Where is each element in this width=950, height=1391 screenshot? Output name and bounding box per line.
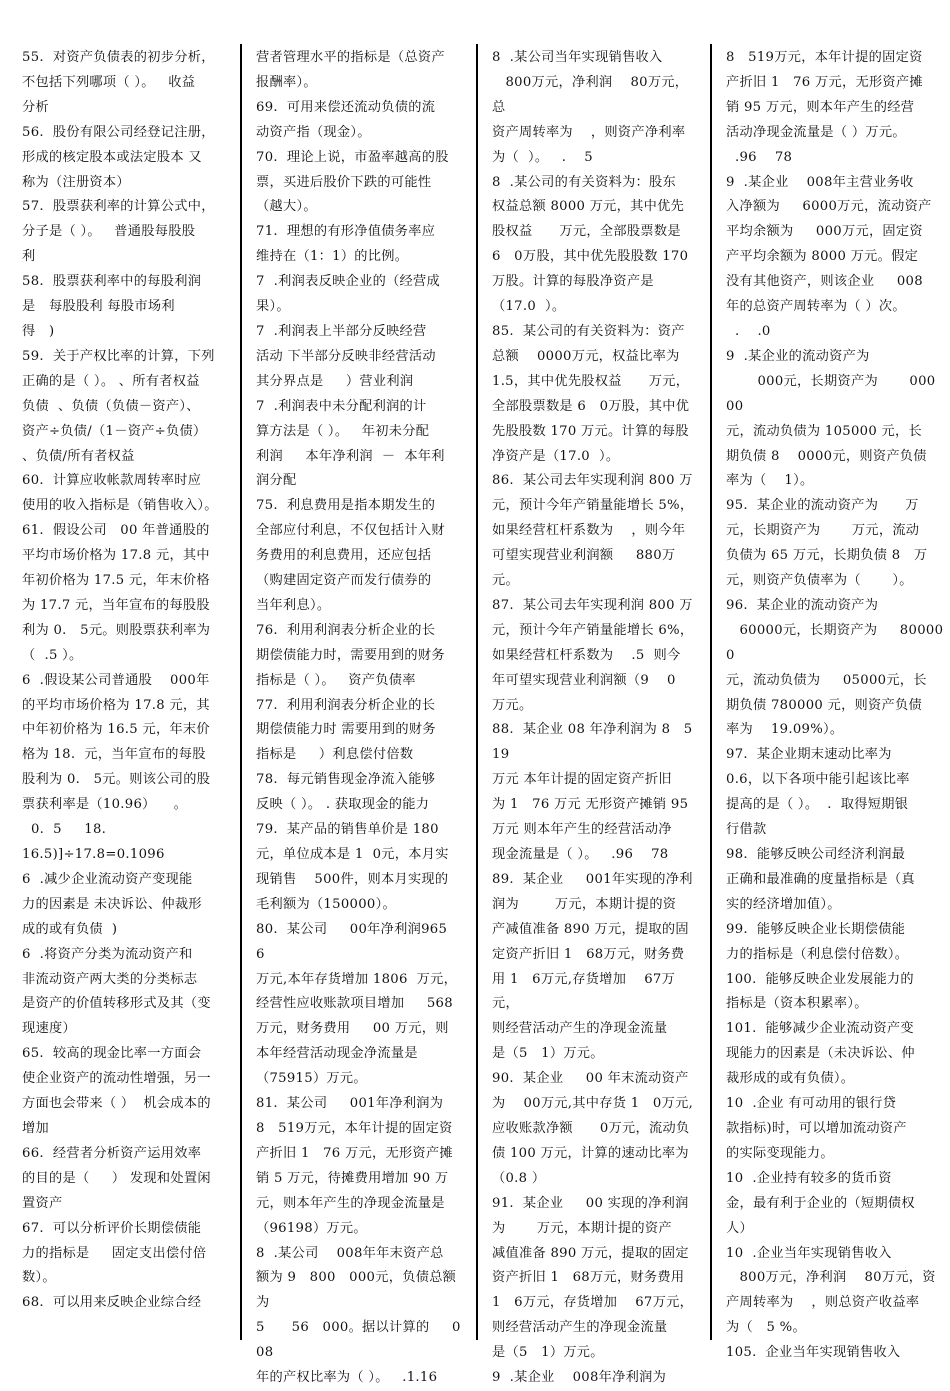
text-line: 力的指标是（利息偿付倍数）。 [726, 946, 909, 962]
text-line: 正确和最准确的度量指标是（真 [726, 871, 915, 887]
text-line: 毛利额为（150000）。 [256, 896, 396, 912]
text-line: 则经营活动产生的净现金流量 [492, 1320, 668, 1336]
text-line: 69. 可用来偿还流动负债的流 [256, 99, 436, 115]
text-line: 79. 某产品的销售单价是 180 [256, 822, 439, 838]
text-line: 96. 某企业的流动资产为 [726, 597, 879, 613]
text-line: （96198）万元。 [256, 1220, 367, 1236]
text-line: 总额 0000万元，权益比率为 [492, 348, 680, 364]
text-line: 年初价格为 17.5 元，年末价格 [22, 573, 210, 589]
text-line: 56. 股份有限公司经登记注册， [22, 124, 215, 140]
text-line: 58. 股票获利率中的每股利润 [22, 274, 202, 290]
text-line: 91. 某企业 00 实现的净利润 [492, 1195, 689, 1211]
text-line: 元，则资产负债率为（ ）。 [726, 573, 913, 589]
text-line: 8 .某公司当年实现销售收入 [492, 50, 663, 65]
text-line: 称为（注册资本） [22, 174, 130, 190]
text-line: 利润 本年净利润 － 本年利 [256, 448, 445, 464]
text-line: 经营性应收账款项目增加 568 [256, 996, 453, 1012]
text-line: 元，预计今年产销量能增长 5%， [492, 498, 694, 514]
text-line: 没有其他资产，则该企业 008 [726, 274, 923, 290]
text-line: 7 .利润表中未分配利润的计 [256, 398, 427, 414]
text-line: 产折旧 1 76 万元，无形资产摊 [256, 1145, 453, 1161]
text-line: 为 17.7 元，当年宣布的每股股 [22, 597, 210, 613]
text-line: 为（ 5 %。 [726, 1320, 806, 1336]
text-line: 形成的核定股本或法定股本 又 [22, 149, 202, 165]
text-line: 应收账款净额 0万元，流动负 [492, 1120, 690, 1136]
text-line: 力的指标是 固定支出偿付倍 [22, 1245, 207, 1261]
text-line: 算方法是（ ）。 年初未分配 [256, 423, 430, 439]
text-line: 是 每股股利 每股市场利 [22, 299, 175, 315]
text-line: 元，流动负债为 105000 元，长 [726, 423, 922, 439]
text-line: 元，则本年产生的净现金流量是 [256, 1195, 445, 1211]
text-line: 期偿债能力时，需要用到的财务 [256, 647, 445, 663]
text-line: 61. 假设公司 00 年普通股的 [22, 523, 210, 539]
text-line: 润为 万元，本期计提的资 [492, 896, 677, 912]
text-line: 7 .利润表反映企业的（经营成 [256, 274, 441, 290]
text-line: 指标是 ）利息偿付倍数 [256, 747, 414, 763]
text-line: 增加 [22, 1120, 49, 1136]
text-line: 销 5 万元，待摊费用增加 90 万 [256, 1170, 449, 1186]
text-line: 800万元，净利润 80万元，资 [726, 1270, 936, 1286]
text-line: 现能力的因素是（未决诉讼、仲 [726, 1046, 915, 1062]
text-line: 报酬率）。 [256, 74, 317, 90]
text-line: 利 [22, 249, 36, 265]
text-line: 率为 19.09%）。 [726, 722, 844, 738]
text-line: 净资产是（17.0 ）。 [492, 448, 620, 464]
text-line: （越大）。 [256, 199, 317, 215]
text-line: 100. 能够反映企业发展能力的 [726, 971, 914, 987]
text-line: 分析 [22, 99, 49, 115]
text-line: 力的因素是 未决诉讼、仲裁形 [22, 896, 202, 912]
text-line: 平均余额为 000万元，固定资 [726, 224, 923, 240]
text-line: 实的经济增加值）。 [726, 896, 841, 912]
text-line: 资产÷负债/（1－资产÷负债） [22, 423, 207, 439]
text-line: 9 .某企业的流动资产为 [726, 348, 870, 364]
text-line: 55. 对资产负债表的初步分析， [22, 50, 215, 65]
text-line: 负债 、负债（负债－资产）、 [22, 398, 200, 414]
text-line: 1.5，其中优先股权益 万元， [492, 373, 690, 389]
text-line: 为 1 76 万元 无形资产摊销 95 [492, 797, 689, 813]
text-line: 元，长期资产为 万元，流动 [726, 523, 920, 539]
text-line: 年的总资产周转率为（ ）次。 [726, 299, 906, 315]
text-line: 的平均市场价格为 17.8 元，其 [22, 697, 210, 713]
text-line: 67. 可以分析评价长期偿债能 [22, 1220, 202, 1236]
text-line: 76. 利用利润表分析企业的长 [256, 622, 436, 638]
text-line: 数）。 [22, 1270, 56, 1286]
text-line: 年的产权比率为（ ）。 .1.16 [256, 1370, 438, 1386]
text-line: 8 .某公司 008年年末资产总 [256, 1245, 444, 1261]
text-line: 万元 本年计提的固定资产折旧 [492, 772, 672, 788]
text-line: （ .5 ）。 [22, 647, 83, 663]
text-line: 81. 某公司 001年净利润为 [256, 1096, 444, 1112]
text-column-3 [492, 46, 700, 1386]
text-line: （购建固定资产而发行债券的 [256, 573, 432, 589]
text-line: 成的或有负债 ) [22, 921, 118, 937]
text-line: 指标是（资本积累率）。 [726, 996, 868, 1012]
text-line: 是（5 1）万元。 [492, 1345, 604, 1361]
text-line: 平均市场价格为 17.8 元，其中 [22, 548, 210, 564]
text-line: 票，买进后股价下跌的可能性 [256, 174, 432, 190]
text-line: 用 1 6万元,存货增加 67万元， [492, 971, 676, 1012]
text-line: .96 78 [726, 149, 793, 165]
text-line: 1 6万元，存货增加 67万元， [492, 1295, 694, 1311]
text-line: 的目的是（ ） 发现和处置闲 [22, 1170, 211, 1186]
text-line: 人） [726, 1220, 753, 1236]
text-line: 10 .企业持有较多的货币资 [726, 1170, 892, 1186]
text-line: 裁形成的或有负债）。 [726, 1071, 855, 1087]
text-line: 85. 某公司的有关资料为：资产 [492, 323, 685, 339]
text-line: 77. 利用利润表分析企业的长 [256, 697, 436, 713]
text-column-1 [22, 46, 230, 1330]
text-line: 期负债 8 0000元，则资产负债 [726, 448, 927, 464]
text-line: （75915）万元。 [256, 1071, 367, 1087]
text-line: 6 .将资产分类为流动资产和 [22, 946, 193, 962]
text-line: 6 .假设某公司普通股 000年 [22, 672, 210, 688]
text-line: 万股。计算的每股净资产是 [492, 274, 654, 290]
text-line: 的实际变现能力。 [726, 1145, 834, 1161]
text-line: 现销售 500件，则本月实现的 [256, 871, 449, 887]
text-line: 80. 某公司 00年净利润965 6 [256, 921, 461, 962]
text-line: 正确的是（ ）。 、所有者权益 [22, 373, 200, 389]
text-line: 800万元，净利润 80万元，总 [492, 74, 689, 115]
text-line: 9 .某企业 008年净利润为 [492, 1370, 667, 1386]
text-line: 提高的是（ ）。 . 取得短期银 [726, 797, 909, 813]
text-line: 、负债/所有者权益 [22, 448, 135, 464]
text-column-4 [726, 46, 944, 1361]
text-line: 95. 某企业的流动资产为 万 [726, 498, 919, 514]
text-line: 8 .某公司的有关资料为：股东 [492, 174, 677, 190]
text-line: 非流动资产两大类的分类标志 [22, 971, 198, 987]
text-line: 利为 0. 5元。则股票获利率为 [22, 622, 211, 638]
text-line: 6 0万股，其中优先股股数 170 [492, 249, 689, 265]
column-divider [476, 44, 478, 1340]
text-line: 票获利率是（10.96） 。 [22, 797, 188, 813]
text-line: 60000元，长期资产为 800000 [726, 622, 944, 663]
text-line: 9 .某企业 008年主营业务收 [726, 174, 914, 190]
text-line: 股权益 万元，全部股票数是 [492, 224, 681, 240]
text-line: 润分配 [256, 473, 297, 489]
text-line: 格为 18. 元，当年宣布的每股 [22, 747, 206, 763]
text-line: 0.6，以下各项中能引起该比率 [726, 772, 910, 788]
text-line: 86. 某公司去年实现利润 800 万 [492, 473, 693, 489]
text-line: 57. 股票获利率的计算公式中， [22, 199, 215, 215]
text-line: 入净额为 6000万元，流动资产 [726, 199, 932, 215]
text-line: 得 ) [22, 323, 55, 339]
text-line: 万元 则本年产生的经营活动净 [492, 822, 672, 838]
text-line: . .0 [726, 323, 771, 339]
text-line: 如果经营杠杆系数为 .5 则今 [492, 647, 681, 663]
text-line: 债 100 万元，计算的速动比率为 [492, 1145, 689, 1161]
text-line: 金，最有利于企业的（短期债权 [726, 1195, 915, 1211]
text-line: 反映（ ）。 . 获取现金的能力 [256, 797, 430, 813]
text-line: 全部股票数是 6 0万股，其中优 [492, 398, 690, 414]
text-line: 不包括下列哪项（ ）。 收益 [22, 74, 196, 90]
text-line: 65. 较高的现金比率一方面会 [22, 1046, 202, 1062]
text-line: 101. 能够减少企业流动资产变 [726, 1021, 914, 1037]
text-line: 使用的收入指标是（销售收入）。 [22, 498, 218, 514]
text-line: 产平均余额为 8000 万元。假定 [726, 249, 919, 265]
text-line: 指标是（ ）。 资产负债率 [256, 672, 416, 688]
text-line: 为 00万元,其中存货 1 0万元, [492, 1096, 694, 1112]
text-line: 当年利息）。 [256, 597, 331, 613]
text-line: 元，预计今年产销量能增长 6%， [492, 622, 694, 638]
text-line: （0.8 ） [492, 1170, 546, 1186]
text-line: 置资产 [22, 1195, 63, 1211]
text-line: 为（ ）。 . 5 [492, 149, 593, 165]
text-line: 其分界点是 ）营业利润 [256, 373, 414, 389]
text-line: 中年初价格为 16.5 元，年末价 [22, 722, 210, 738]
text-line: 现金流量是（ ）。 .96 78 [492, 847, 669, 862]
text-line: 资产周转率为 ，则资产净利率 [492, 124, 686, 140]
text-line: 则经营活动产生的净现金流量 [492, 1021, 668, 1037]
text-line: 87. 某公司去年实现利润 800 万 [492, 597, 693, 613]
text-line: 产减值准备 890 万元，提取的固 [492, 921, 689, 937]
text-line: 权益总额 8000 万元，其中优先 [492, 199, 685, 215]
text-line: 是（5 1）万元。 [492, 1046, 604, 1062]
text-line: 68. 可以用来反映企业综合经 [22, 1295, 202, 1311]
text-line: 产折旧 1 76 万元，无形资产摊 [726, 74, 923, 90]
text-line: （17.0 ）。 [492, 299, 566, 315]
text-line: 10 .企业当年实现销售收入 [726, 1245, 892, 1261]
text-line: 期负债 780000 元，则资产负债 [726, 697, 922, 713]
text-line: 88. 某企业 08 年净利润为 8 519 [492, 722, 693, 763]
text-line: 0. 5 18. [22, 822, 107, 838]
text-line: 万元，财务费用 00 万元，则 [256, 1021, 449, 1037]
text-line: 元，单位成本是 1 0元，本月实 [256, 847, 449, 862]
text-line: 销 95 万元，则本年产生的经营 [726, 99, 915, 115]
text-line: 为 万元，本期计提的资产 [492, 1220, 672, 1236]
text-line: 行借款 [726, 822, 767, 838]
text-line: 78. 每元销售现金净流入能够 [256, 772, 436, 788]
text-line: 000元，长期资产为 00000 [726, 373, 936, 414]
text-line: 可望实现营业利润额 880万 [492, 548, 676, 564]
text-column-2 [256, 46, 468, 1386]
text-line: 7 .利润表上半部分反映经营 [256, 323, 427, 339]
text-line: 减值准备 890 万元，提取的固定 [492, 1245, 689, 1261]
text-line: 98. 能够反映公司经济利润最 [726, 847, 906, 862]
text-line: 5 56 000。据以计算的 008 [256, 1320, 461, 1361]
text-line: 71. 理想的有形净值债务率应 [256, 224, 436, 240]
text-line: 务费用的利息费用，还应包括 [256, 548, 432, 564]
column-divider [710, 44, 712, 1340]
text-line: 营者管理水平的指标是（总资产 [256, 50, 445, 65]
text-line: 89. 某企业 001年实现的净利 [492, 871, 693, 887]
text-line: 8 519万元，本年计提的固定资 [256, 1120, 453, 1136]
text-line: 6 .减少企业流动资产变现能 [22, 871, 193, 887]
text-line: 本年经营活动现金净流量是 [256, 1046, 418, 1062]
text-line: 8 519万元，本年计提的固定资 [726, 50, 923, 65]
text-line: 99. 能够反映企业长期偿债能 [726, 921, 906, 937]
text-line: 方面也会带来（ ） 机会成本的 [22, 1096, 211, 1112]
text-line: 66. 经营者分析资产运用效率 [22, 1145, 202, 1161]
column-divider [240, 44, 242, 1340]
text-line: 果）。 [256, 299, 290, 315]
text-line: 动资产指（现金）。 [256, 124, 371, 140]
text-line: 活动净现金流量是（ ）万元。 [726, 124, 906, 140]
text-line: 90. 某企业 00 年末流动资产 [492, 1071, 689, 1087]
text-line: 万元,本年存货增加 1806 万元， [256, 971, 458, 987]
text-line: 16.5)]÷17.8=0.1096 [22, 847, 165, 862]
text-line: 75. 利息费用是指本期发生的 [256, 498, 436, 514]
text-line: 额为 9 800 000元，负债总额为 [256, 1270, 457, 1311]
text-line: 期偿债能力时 需要用到的财务 [256, 722, 436, 738]
text-line: 先股股数 170 万元。计算的每股 [492, 423, 689, 439]
text-line: 元。 [492, 573, 519, 589]
text-line: 万元。 [492, 697, 533, 713]
text-line: 10 .企业 有可动用的银行贷 [726, 1096, 897, 1112]
text-line: 现速度） [22, 1021, 76, 1037]
text-line: 分子是（ ）。 普通股每股股 [22, 224, 196, 240]
text-line: 率为（ 1）。 [726, 473, 814, 489]
text-line: 70. 理论上说，市盈率越高的股 [256, 149, 449, 165]
text-line: 元，流动负债为 05000元，长 [726, 672, 927, 688]
text-line: 年可望实现营业利润额（9 0 [492, 672, 676, 688]
text-line: 是资产的价值转移形式及其（变 [22, 996, 211, 1012]
text-line: 如果经营杠杆系数为 ，则今年 [492, 523, 686, 539]
text-line: 97. 某企业期末速动比率为 [726, 747, 892, 763]
text-line: 活动 下半部分反映非经营活动 [256, 348, 436, 364]
text-line: 使企业资产的流动性增强，另一 [22, 1071, 211, 1087]
text-line: 负债为 65 万元，长期负债 8 万 [726, 548, 928, 564]
text-line: 产周转率为 ，则总资产收益率 [726, 1295, 920, 1311]
text-line: 股利为 0. 5元。则该公司的股 [22, 772, 211, 788]
text-line: 59. 关于产权比率的计算，下列 [22, 348, 215, 364]
text-line: 定资产折旧 1 68万元，财务费 [492, 946, 685, 962]
text-line: 全部应付利息，不仅包括计入财 [256, 523, 445, 539]
text-line: 105. 企业当年实现销售收入 [726, 1345, 901, 1361]
text-line: 款指标)时，可以增加流动资产 [726, 1120, 907, 1136]
text-line: 60. 计算应收帐款周转率时应 [22, 473, 202, 489]
text-line: 维持在（1：1）的比例。 [256, 249, 409, 265]
text-line: 资产折旧 1 68万元，财务费用 [492, 1270, 685, 1286]
